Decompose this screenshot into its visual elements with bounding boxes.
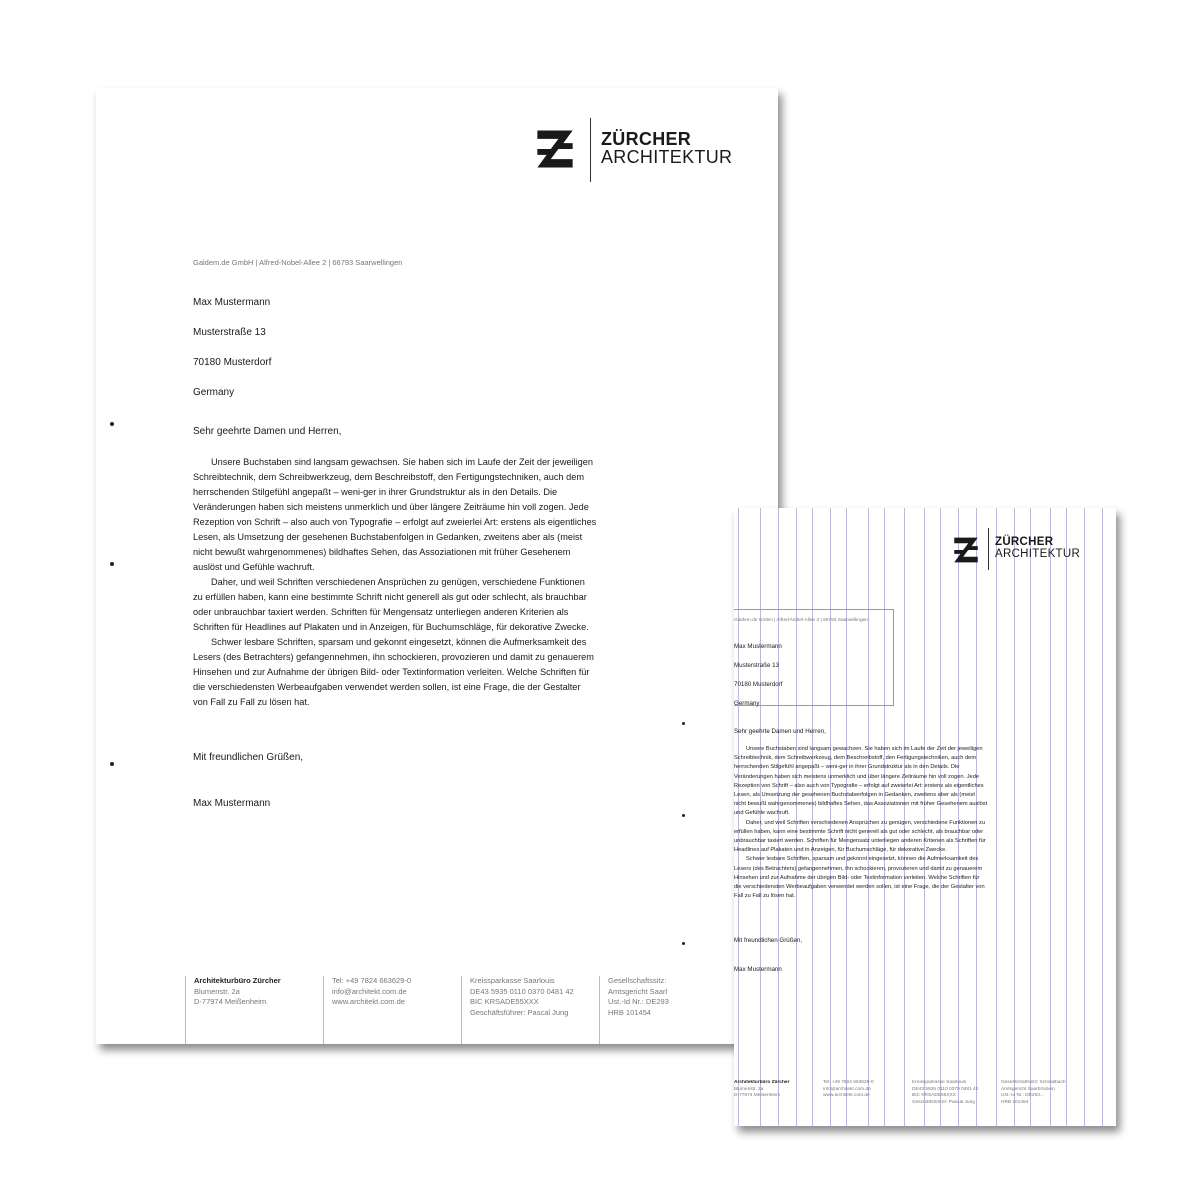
footer-text: HRB 101454 — [608, 1007, 651, 1017]
closing: Mit freundlichen Grüßen, — [193, 752, 304, 763]
grid-line — [1014, 508, 1015, 1126]
logo-divider — [590, 118, 591, 182]
footer-company-name: Architekturbüro Zürcher — [194, 976, 281, 985]
footer-registry — [1001, 1080, 1090, 1126]
footer-text: Geschäftsführer: Pascal Jung — [470, 1007, 569, 1017]
body-paragraph: Daher, und weil Schriften verschiedenen Ansprüchen zu genügen, verschiedene Funktionen zu erfüllen haben, kann eine bestimmte Schrift nicht generell als gut oder schlecht, als brauchbar oder unbrauchbar taxiert werden. Schriften für Mengensatz unterliegen anderen Kriterien als Schriften für Headlines auf Plakaten und in Anzeigen, für Buchumschläge, für dekorative Zwecke. — [193, 577, 589, 632]
logo-wordmark — [995, 537, 1080, 560]
footer-text: Gesellschaftssitz: Schwalbach — [1001, 1080, 1066, 1085]
footer-text: Tel: +49 7824 663629-0 — [823, 1080, 874, 1085]
footer-text: Amtsgericht Saarl — [608, 986, 668, 996]
footer-bank — [461, 976, 599, 1044]
footer-contact — [323, 976, 461, 1044]
body-paragraph: Schwer lesbare Schriften, sparsam und gekonnt eingesetzt, können die Aufmerksamkeit des Lesers (des Betrachters) gefangennehmen, ihn schockieren, provozieren und damit zu genauerem Hinsehen und zur Aufnahme der übrigen Bild- oder Textinformation verleiten. Welche Schriften für die verschiedensten Werbeaufgaben verwendet werden sollen, ist eine Frage, die der Gestalter von Fall zu Fall zu lösen hat. — [193, 637, 594, 707]
z-logo-icon — [952, 536, 980, 564]
body-paragraph: Unsere Buchstaben sind langsam gewachsen. Sie haben sich im Laufe der Zeit der jeweiligen Schreibtechnik, dem Schreibwerkzeug, dem Beschreibstoff, den Fertigungstechniken, auch dem herrschenden Stilgefühl angepaßt – weni-ger in ihrer Grundstruktur als in den Details. Die Veränderungen haben sich meistens unmerklich und über längere Zeiträume hin voll zogen. Jede Rezeption von Schrift – also auch von Typografie – erfolgt auf zweierlei Art: erstens als eigentliches Lesen, als Umsetzung der gesehenen Buchstabenfolgen in Gedanken, zweitens aber als (meist nicht bewußt wahrgenommenes) bildhaftes Sehen, das Assoziationen mit früher Gesehenem auslöst und Gefühle wachruft. — [734, 746, 988, 817]
logo-wordmark — [601, 130, 732, 166]
fold-mark — [110, 762, 114, 766]
recipient-country: Germany — [193, 387, 235, 398]
sender-line: Galdem.de GmbH | Alfred-Nobel-Allee 2 | 66793 Saarwellingen — [193, 258, 403, 267]
body-paragraph: Daher, und weil Schriften verschiedenen Ansprüchen zu genügen, verschiedene Funktionen zu erfüllen haben, kann eine bestimmte Schrift nicht generell als gut oder schlecht, als brauchbar oder unbrauchbar taxiert werden. Schriften für Mengensatz unterliegen anderen Kriterien als Schriften für Headlines auf Plakaten und in Anzeigen, für Buchumschläge, für dekorative Zwecke. — [734, 819, 986, 854]
recipient-street: Musterstraße 13 — [193, 327, 266, 338]
grid-line — [1050, 508, 1051, 1126]
punch-mark — [110, 562, 114, 566]
grid-line — [1102, 508, 1103, 1126]
logo — [534, 118, 732, 182]
footer-text: DE43 5935 0110 0370 0481 42 — [912, 1086, 979, 1092]
brand-name-line1: ZÜRCHER — [995, 536, 1054, 548]
recipient-city: 70180 Musterdorf — [193, 357, 272, 368]
letterhead-large — [96, 88, 778, 1044]
footer-company — [734, 1080, 823, 1126]
logo-divider — [988, 528, 989, 570]
footer — [734, 1080, 1090, 1126]
signer-name: Max Mustermann — [734, 966, 782, 973]
fold-mark — [682, 942, 685, 945]
footer — [185, 976, 679, 1044]
salutation: Sehr geehrte Damen und Herren, — [193, 426, 342, 437]
letter-body — [193, 455, 597, 710]
body-paragraph: Unsere Buchstaben sind langsam gewachsen. Sie haben sich im Laufe der Zeit der jeweiligen Schreibtechnik, dem Schreibwerkzeug, dem Beschreibstoff, den Fertigungstechniken, auch dem herrschenden Stilgefühl angepaßt – weni-ger in ihrer Grundstruktur als in den Details. Die Veränderungen haben sich meistens unmerklich und über längere Zeiträume hin voll zogen. Jede Rezeption von Schrift – also auch von Typografie – erfolgt auf zweierlei Art: erstens als eigentliches Lesen, als Umsetzung der gesehenen Buchstabenfolgen in Gedanken, zweitens aber als (meist nicht bewußt wahrgenommenes) bildhaftes Sehen, das Assoziationen mit früher Gesehenem auslöst und Gefühle wachruft. — [193, 457, 597, 572]
footer-bank — [912, 1080, 1001, 1126]
salutation: Sehr geehrte Damen und Herren, — [734, 728, 826, 735]
footer-text: D-77974 Meißenheim — [194, 997, 267, 1006]
brand-name-line1: ZÜRCHER — [601, 129, 692, 149]
footer-text: Blumenstr. 2a — [734, 1086, 764, 1092]
footer-text: Ust.-Id Nr.: DE293... — [1001, 1093, 1044, 1098]
footer-text: info@architekt.com.de — [823, 1086, 871, 1092]
footer-text: Kreissparkasse Saarlouis — [470, 976, 555, 985]
signer-name: Max Mustermann — [193, 798, 271, 809]
sender-line: Galdem.de GmbH | Alfred-Nobel-Allee 2 | 66793 Saarwellingen — [734, 618, 868, 623]
footer-text: www.architekt.com.de — [332, 997, 405, 1006]
fold-mark — [110, 422, 114, 426]
grid-line — [996, 508, 997, 1126]
footer-text: Gesellschaftssitz: — [608, 976, 667, 985]
grid-line — [1030, 508, 1031, 1126]
footer-text: BIC KRSADE55XXX — [470, 997, 539, 1006]
recipient-city: 70180 Musterdorf — [734, 681, 783, 689]
recipient-address — [734, 633, 783, 718]
footer-company-name: Architekturbüro Zürcher — [734, 1080, 790, 1085]
footer-text: www.architekt.com.de — [823, 1093, 870, 1098]
brand-name-line2: ARCHITEKTUR — [995, 547, 1081, 560]
footer-text: Ust.-Id Nr.: DE293 — [608, 997, 669, 1006]
recipient-name: Max Mustermann — [734, 643, 782, 651]
footer-company — [185, 976, 323, 1044]
footer-text: Kreissparkasse Saarlouis — [912, 1080, 967, 1085]
recipient-address — [193, 280, 271, 415]
recipient-name: Max Mustermann — [193, 297, 271, 308]
footer-text: info@architekt.com.de — [332, 986, 407, 996]
footer-registry — [599, 976, 679, 1044]
body-paragraph: Schwer lesbare Schriften, sparsam und gekonnt eingesetzt, können die Aufmerksamkeit des Lesers (des Betrachters) gefangennehmen, ihn schockieren, provozieren und damit zu genauerem Hinsehen und zur Aufnahme der übrigen Bild- oder Textinformation verleiten. Welche Schriften für die verschiedensten Werbeaufgaben verwendet werden sollen, ist eine Frage, die der Gestalter von Fall zu Fall zu lösen hat. — [734, 856, 985, 900]
footer-text: HRB 101454 — [1001, 1099, 1029, 1105]
footer-text: DE43 5935 0110 0370 0481 42 — [470, 986, 574, 996]
footer-text: Amtsgericht Saarbrücken — [1001, 1086, 1055, 1092]
footer-text: Tel: +49 7824 663629-0 — [332, 976, 412, 985]
logo — [952, 528, 1080, 570]
punch-mark — [682, 814, 685, 817]
closing: Mit freundlichen Grüßen, — [734, 937, 803, 944]
letter-body — [734, 745, 988, 901]
footer-text: Geschäftsführer: Pascal Jung — [912, 1099, 975, 1105]
footer-text: Blumenstr. 2a — [194, 986, 240, 996]
brand-name-line2: ARCHITEKTUR — [601, 147, 733, 167]
z-logo-icon — [534, 128, 576, 170]
letterhead-grid-preview — [734, 508, 1116, 1126]
grid-line — [1084, 508, 1085, 1126]
recipient-street: Musterstraße 13 — [734, 662, 780, 670]
grid-line — [1066, 508, 1067, 1126]
footer-text: BIC KRSADE55XXX — [912, 1093, 956, 1098]
footer-contact — [823, 1080, 912, 1126]
recipient-country: Germany — [734, 699, 760, 707]
footer-text: D-77974 Meißenheim — [734, 1093, 781, 1098]
fold-mark — [682, 722, 685, 725]
